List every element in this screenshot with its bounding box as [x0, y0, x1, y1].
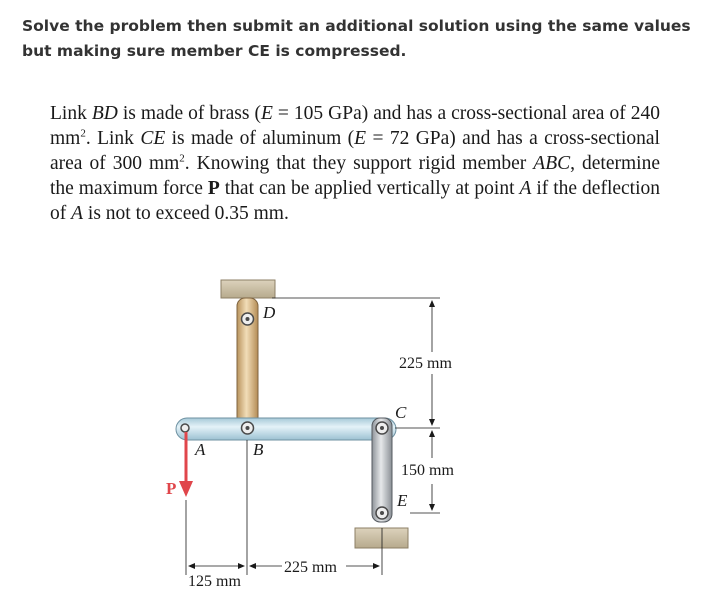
link-bd-label: BD [91, 103, 118, 124]
force-arrow-head [179, 481, 193, 497]
problem-text-1: Link [50, 103, 92, 124]
problem-text-6: = 72 GPa) and has a cross-sectional area of 300 mm [50, 128, 660, 174]
force-p-label: P [207, 178, 220, 199]
label-d: D [263, 303, 276, 322]
problem-text-9: that can be applied vertically at point [219, 178, 520, 199]
modulus-symbol-1: E [260, 103, 273, 124]
label-c: C [395, 403, 407, 422]
bottom-support [355, 528, 408, 548]
link-ce-label: CE [140, 128, 166, 149]
label-b: B [253, 440, 264, 459]
instruction-text: Solve the problem then submit an additional solution using the same values but making sure member CE is compressed. [22, 17, 691, 60]
modulus-symbol-2: E [354, 128, 367, 149]
point-a-label: A [519, 178, 532, 199]
problem-text-4: . Link [85, 128, 141, 149]
problem-text-7: . Knowing that they support rigid member [184, 153, 534, 174]
superscript-1: 2 [80, 127, 86, 140]
problem-text-8: , determine the maximum force [50, 153, 660, 199]
dim-upper-right: 225 mm [399, 355, 452, 372]
top-support [221, 280, 275, 298]
label-p: P [166, 479, 177, 498]
rigid-member-abc [176, 418, 396, 440]
point-a-label-2: A [71, 203, 84, 224]
dim-bottom-ab: 125 mm [188, 573, 241, 590]
member-abc-label: ABC [533, 153, 571, 174]
dim-bottom-bc: 225 mm [284, 559, 337, 576]
problem-text-10: if the deflection of [50, 178, 661, 224]
pin-a [181, 424, 189, 432]
dim-lower-right: 150 mm [401, 462, 454, 479]
problem-text-2: is made of brass ( [117, 103, 261, 124]
problem-text-3: = 105 GPa) and has a cross-sectional area of 240 mm [50, 103, 660, 149]
label-a: A [195, 440, 206, 459]
problem-text-11: is not to exceed 0.35 mm. [83, 203, 289, 224]
problem-text-5: is made of aluminum ( [165, 128, 355, 149]
superscript-2: 2 [179, 152, 185, 165]
label-e: E [397, 491, 408, 510]
